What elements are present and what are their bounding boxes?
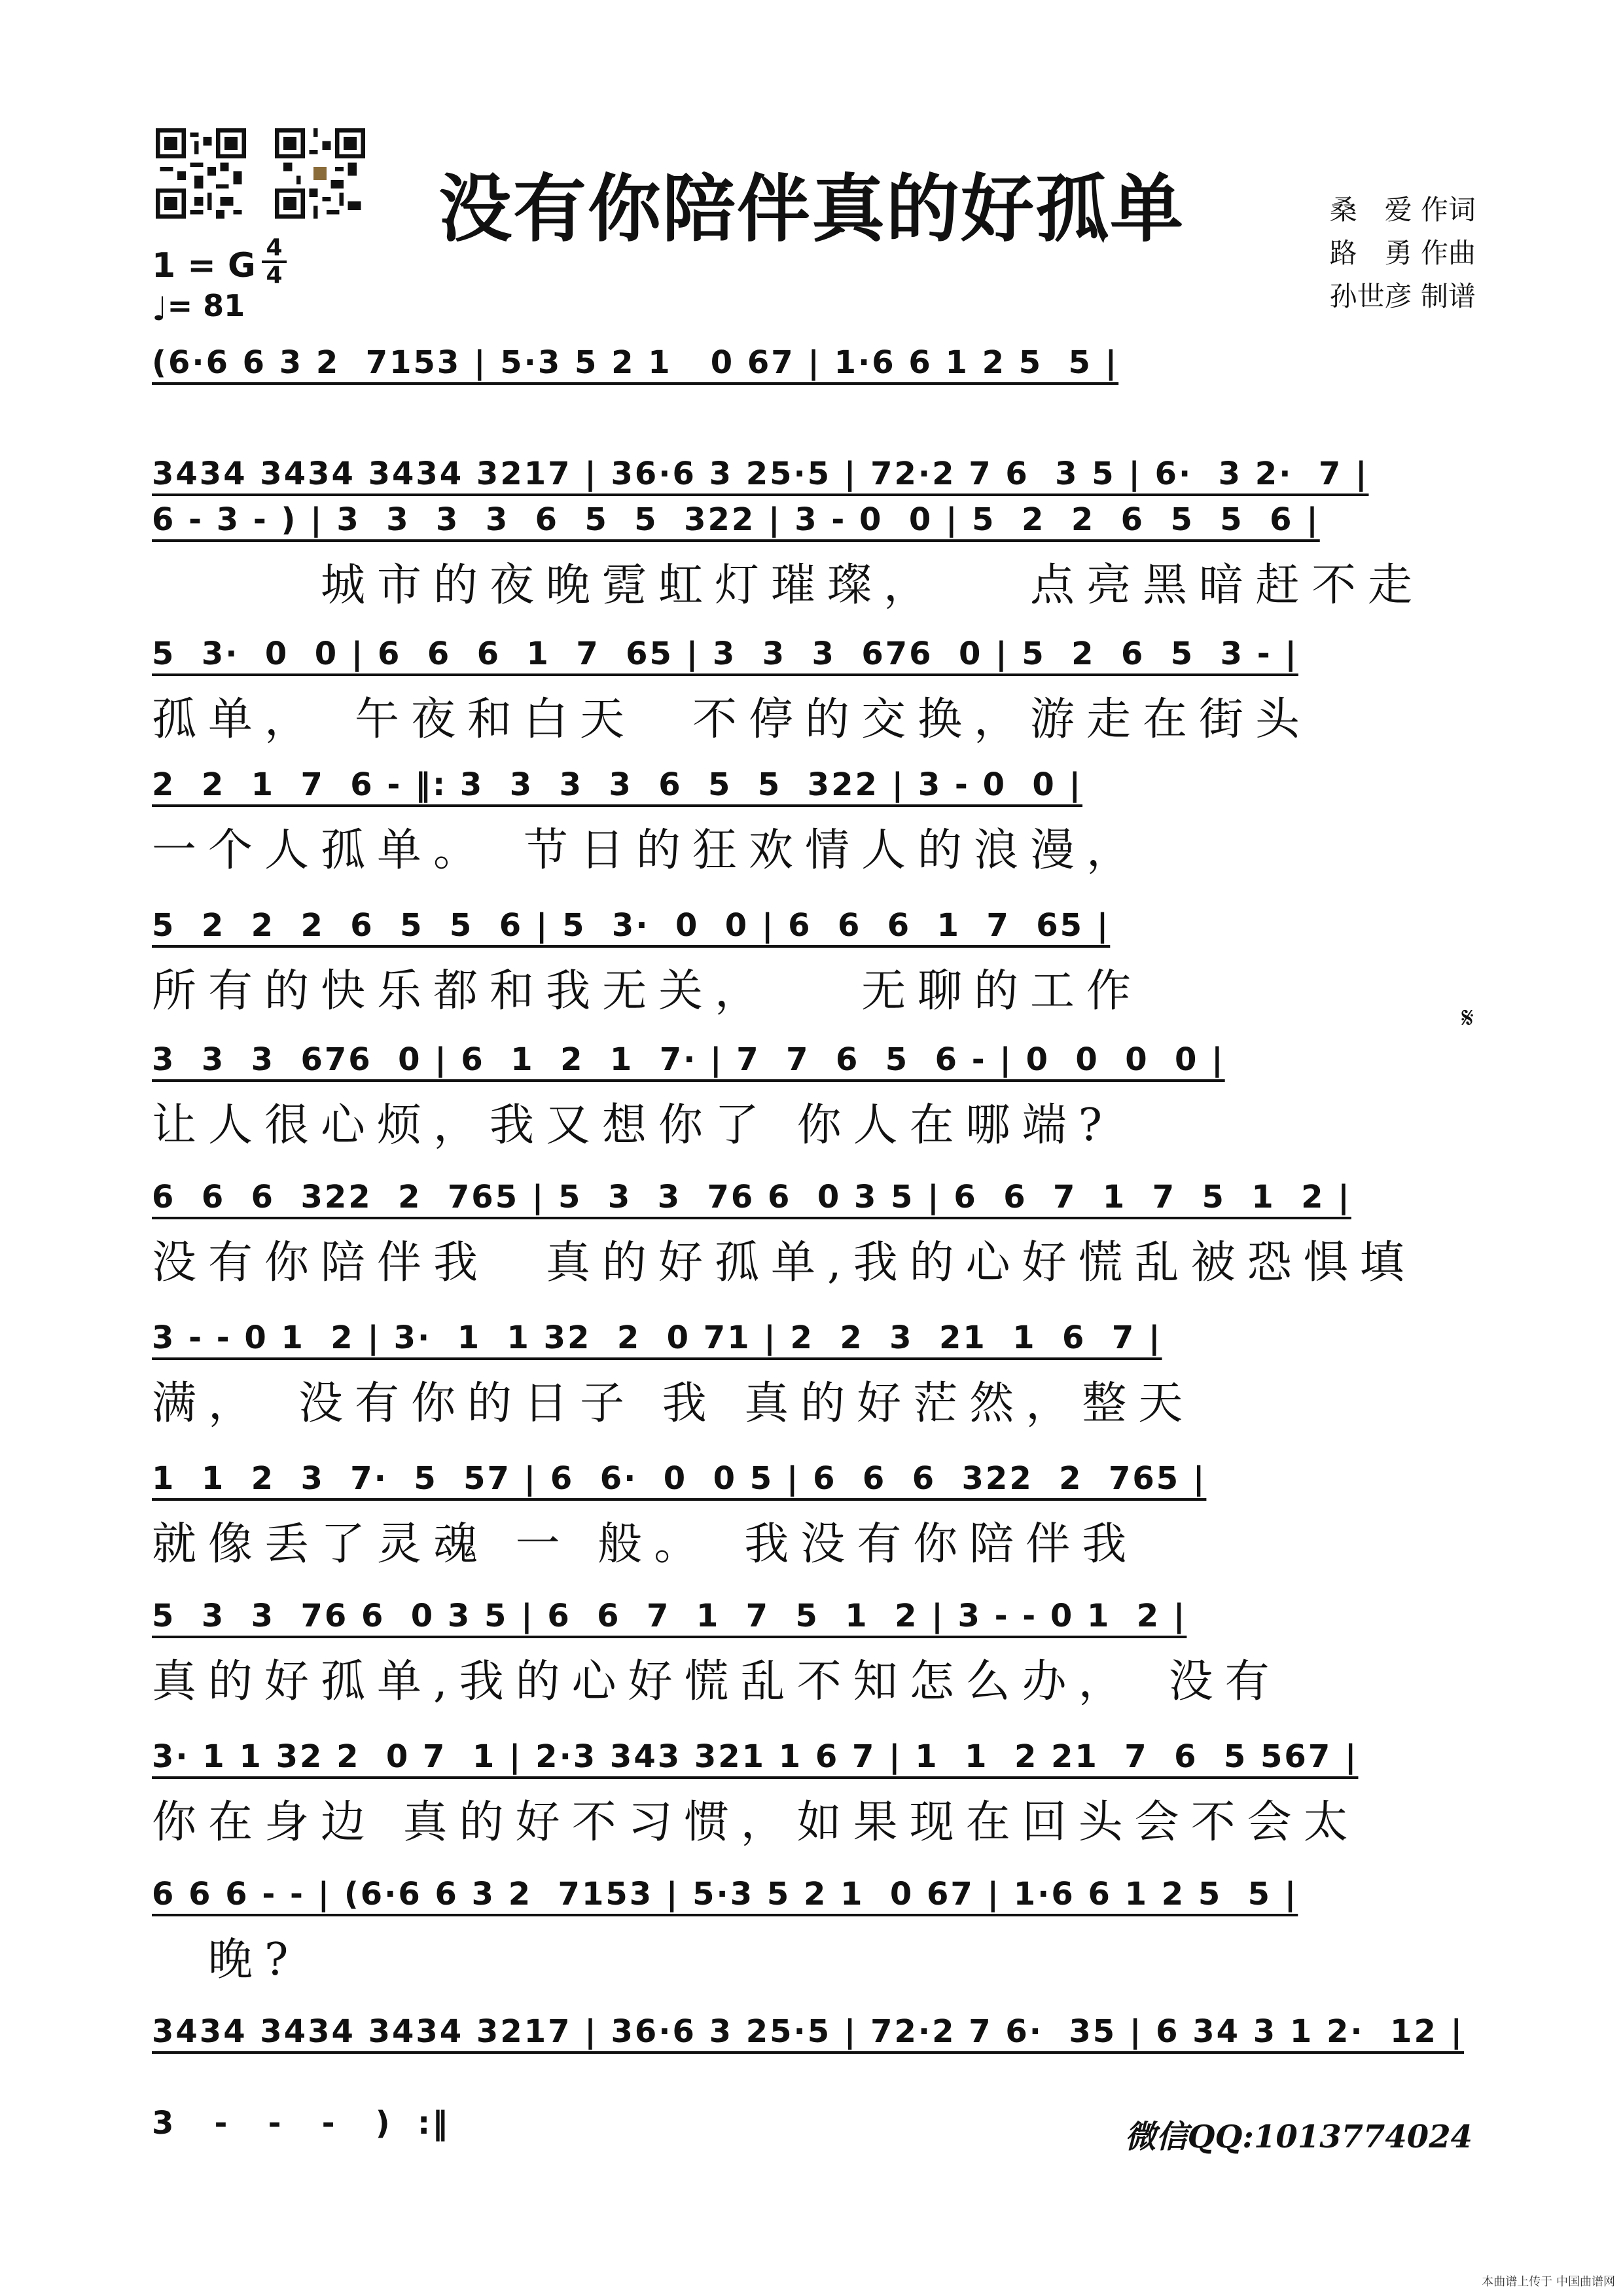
notation-line: 3· 1 1 32 2 0 7 1 | 2·3 343 321 1 6 7 | 1 1 2 21 7 6 5 567 | [152,1738,1359,1775]
lyric-line: 晚? [152,1934,300,1986]
notation-line: 1 1 2 3 7· 5 57 | 6 6· 0 0 5 | 6 6 6 322 2 765 | [152,1460,1207,1497]
notation-line: 2 2 1 7 6 - ‖: 3 3 3 3 6 5 5 322 | 3 - 0 0 | [152,766,1083,803]
notation-line: 3 3 3 676 0 | 6 1 2 1 7· | 7 7 6 5 6 - | 0 0 0 0 | [152,1041,1225,1078]
lyric-line: 你在身边 真的好不习惯，如果现在回头会不会太 [152,1797,1360,1848]
composer-credit: 路 勇 作曲 [1329,237,1476,269]
lyric-line: 所有的快乐都和我无关， 无聊的工作 [152,965,1143,1017]
lyric-line: 满， 没有你的日子 我 真的好茫然，整天 [152,1378,1195,1429]
notation-line: 3 - - - ) :‖ [152,2105,450,2142]
credits [1330,188,1476,318]
time-signature [260,236,288,288]
notation-line: 5 2 2 2 6 5 5 6 | 5 3· 0 0 | 6 6 6 1 7 65 | [152,907,1111,944]
notation-line: 5 3· 0 0 | 6 6 6 1 7 65 | 3 3 3 676 0 | 5 2 6 5 3 - | [152,636,1298,672]
tempo-value: = 81 [167,288,245,323]
lyric-line: 就像丢了灵魂 一 般。 我没有你陪伴我 [152,1518,1139,1570]
lyric-line: 让人很心烦，我又想你了 你人在哪端? [152,1100,1115,1151]
notation-line: 6 6 6 322 2 765 | 5 3 3 76 6 0 3 5 | 6 6 7 1 7 5 1 2 | [152,1179,1351,1215]
lyric-line: 一个人孤单。 节日的狂欢情人的浪漫， [152,825,1143,876]
notation-line: 3434 3434 3434 3217 | 36·6 3 25·5 | 72·2 7 6 3 5 | 6· 3 2· 7 | [152,456,1369,492]
tempo-marking [152,288,245,328]
notation-line: 3434 3434 3434 3217 | 36·6 3 25·5 | 72·2 7 6· 35 | 6 34 3 1 2· 12 | [152,2013,1465,2050]
lyric-line: 城市的夜晚霓虹灯璀璨， 点亮黑暗赶不走 [152,560,1425,611]
transcriber-credit: 孙世彦 制谱 [1329,280,1476,312]
segno-sign: 𝄋 [1461,1001,1474,1035]
time-signature-bottom: 4 [266,262,283,289]
lyric-line: 真的好孤单,我的心好慌乱不知怎么办， 没有 [152,1656,1281,1708]
notation-line: 5 3 3 76 6 0 3 5 | 6 6 7 1 7 5 1 2 | 3 - - 0 1 2 | [152,1598,1187,1634]
lyricist-credit: 桑 爱 作词 [1329,194,1476,226]
notation-line: 3 - - 0 1 2 | 3· 1 1 32 2 0 71 | 2 2 3 21 1 6 7 | [152,1319,1162,1356]
song-title: 没有你陪伴真的好孤单 [438,167,1185,252]
upload-note: 本曲谱上传于 中国曲谱网 [1482,2275,1615,2289]
key-signature: 1 = G [152,246,256,285]
lyric-line: 没有你陪伴我 真的好孤单,我的心好慌乱被恐惧填 [152,1237,1416,1289]
lyric-line: 孤单， 午夜和白天 不停的交换，游走在街头 [152,694,1312,745]
time-signature-top: 4 [266,234,283,261]
notation-line: 6 6 6 - - | (6·6 6 3 2 7153 | 5·3 5 2 1 0 67 | 1·6 6 1 2 5 5 | [152,1876,1298,1912]
contact-info: 微信QQ:1013774024 [1124,2119,1472,2155]
notation-line: (6·6 6 3 2 7153 | 5·3 5 2 1 0 67 | 1·6 6 1 2 5 5 | [152,344,1119,381]
notation-line: 6 - 3 - ) | 3 3 3 3 6 5 5 322 | 3 - 0 0 | 5 2 2 6 5 5 6 | [152,501,1320,538]
quarter-note-icon: ♩ [152,290,168,328]
